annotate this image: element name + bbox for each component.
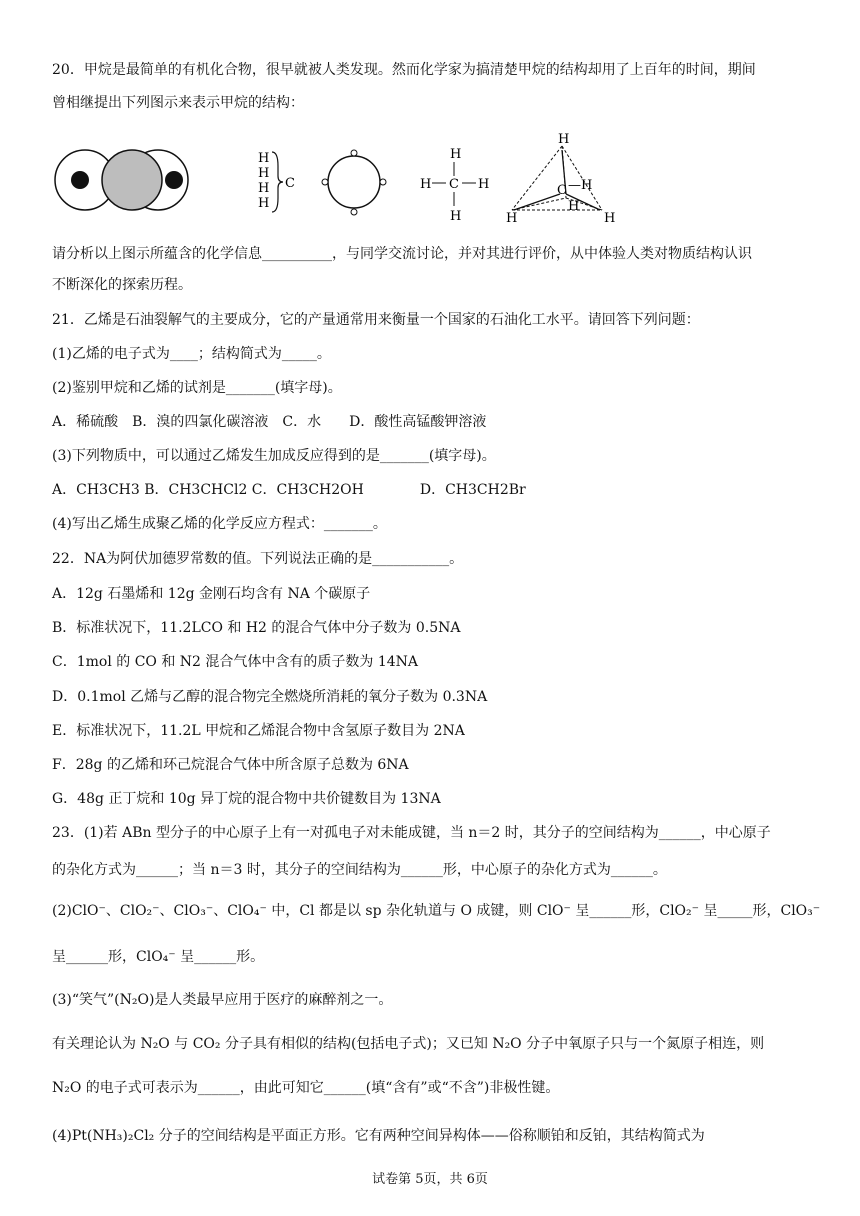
methane-structure-figures: [52, 130, 632, 230]
fig2-h3: H: [258, 181, 270, 196]
structural-formula: [416, 130, 496, 230]
q23-part2-line2: 呈______形，ClO₄⁻ 呈______形。: [52, 949, 265, 965]
q21-stem: 21．乙烯是石油裂解气的主要成分，它的产量通常用来衡量一个国家的石油化工水平。请回答下列问题：: [52, 312, 700, 328]
q22-option-b: B．标准状况下，11.2LCO 和 H2 的混合气体中分子数为 0.5NA: [52, 620, 461, 636]
fig5-h-br: H: [604, 211, 616, 226]
q22-stem: 22．NA为阿伏加德罗常数的值。下列说法正确的是___________。: [52, 551, 464, 567]
fig5-h-top: H: [558, 132, 570, 147]
q20-stem-line2: 曾相继提出下列图示来表示甲烷的结构：: [52, 95, 304, 111]
q22-option-f: F．28g 的乙烯和环己烷混合气体中所含原子总数为 6NA: [52, 757, 409, 773]
fig2-c: C: [285, 176, 295, 191]
fig2-h1: H: [258, 151, 270, 166]
fig4-h-top: H: [450, 147, 462, 162]
q23-part1-line2: 的杂化方式为______；当 n＝3 时，其分子的空间结构为______形，中心原子的杂化方式为______。: [52, 862, 667, 878]
fig2-h2: H: [258, 166, 270, 181]
q21-part4: (4)写出乙烯生成聚乙烯的化学反应方程式：_______。: [52, 516, 387, 532]
q21-part3: (3)下列物质中，可以通过乙烯发生加成反应得到的是_______(填字母)。: [52, 448, 496, 464]
q23-part3-line3: N₂O 的电子式可表示为______，由此可知它______(填“含有”或“不含”)非极性键。: [52, 1080, 560, 1096]
q20-question-line1: 请分析以上图示所蕴含的化学信息__________，与同学交流讨论，并对其进行评价，从中体验人类对物质结构认识: [52, 246, 752, 262]
q20-question-line2: 不断深化的探索历程。: [52, 277, 192, 293]
q20-stem-line1: 20．甲烷是最简单的有机化合物，很早就被人类发现。然而化学家为搞清楚甲烷的结构却用了上百年的时间，期间: [52, 62, 756, 78]
bracket-formula: [248, 130, 308, 230]
fig5-c: C: [557, 183, 567, 198]
q21-part2: (2)鉴别甲烷和乙烯的试剂是_______(填字母)。: [52, 380, 342, 396]
fig4-h-bottom: H: [450, 209, 462, 224]
q21-part3-options: A．CH3CH3 B．CH3CHCl2 C．CH3CH2OH D．CH3CH2Br: [52, 482, 526, 498]
q22-option-e: E．标准状况下，11.2L 甲烷和乙烯混合物中含氢原子数目为 2NA: [52, 723, 465, 739]
fig4-c: C: [449, 177, 459, 192]
q22-option-d: D．0.1mol 乙烯与乙醇的混合物完全燃烧所消耗的氧分子数为 0.3NA: [52, 689, 488, 705]
q21-part1: (1)乙烯的电子式为____；结构简式为_____。: [52, 346, 331, 362]
q23-part3-line2: 有关理论认为 N₂O 与 CO₂ 分子具有相似的结构(包括电子式)；又已知 N₂O 分子中氧原子只与一个氮原子相连，则: [52, 1036, 765, 1052]
fig4-h-left: H: [420, 177, 432, 192]
fig5-h-bl: H: [506, 211, 518, 226]
fig4-h-right: H: [478, 177, 490, 192]
tetrahedral-model: [504, 130, 624, 230]
q22-option-a: A．12g 石墨烯和 12g 金刚石均含有 NA 个碳原子: [52, 586, 371, 602]
three-sphere-model: [52, 130, 212, 230]
fig5-h-bm: H: [568, 199, 580, 214]
q23-part4: (4)Pt(NH₃)₂Cl₂ 分子的空间结构是平面正方形。它有两种空间异构体——俗称顺铂和反铂，其结构简式为: [52, 1128, 705, 1144]
fig5-ch: —H: [568, 178, 593, 193]
q21-part2-options: A．稀硫酸 B．溴的四氯化碳溶液 C．水 D．酸性高锰酸钾溶液: [52, 414, 487, 430]
q22-option-g: G．48g 正丁烷和 10g 异丁烷的混合物中共价键数目为 13NA: [52, 791, 441, 807]
fig2-h4: H: [258, 196, 270, 211]
q22-option-c: C．1mol 的 CO 和 N2 混合气体中含有的质子数为 14NA: [52, 654, 419, 670]
q23-part2-line1: (2)ClO⁻、ClO₂⁻、ClO₃⁻、ClO₄⁻ 中，Cl 都是以 sp 杂化轨道与 O 成键，则 ClO⁻ 呈______形，ClO₂⁻ 呈_____形，ClO₃⁻: [52, 903, 821, 919]
page-footer: 试卷第 5页，共 6页: [372, 1172, 488, 1187]
q23-part3-line1: (3)“笑气”(N₂O)是人类最早应用于医疗的麻醉剂之一。: [52, 992, 393, 1008]
circle-model: [316, 130, 396, 230]
q23-part1-line1: 23．(1)若 ABn 型分子的中心原子上有一对孤电子对未能成键，当 n＝2 时，其分子的空间结构为______，中心原子: [52, 825, 771, 841]
